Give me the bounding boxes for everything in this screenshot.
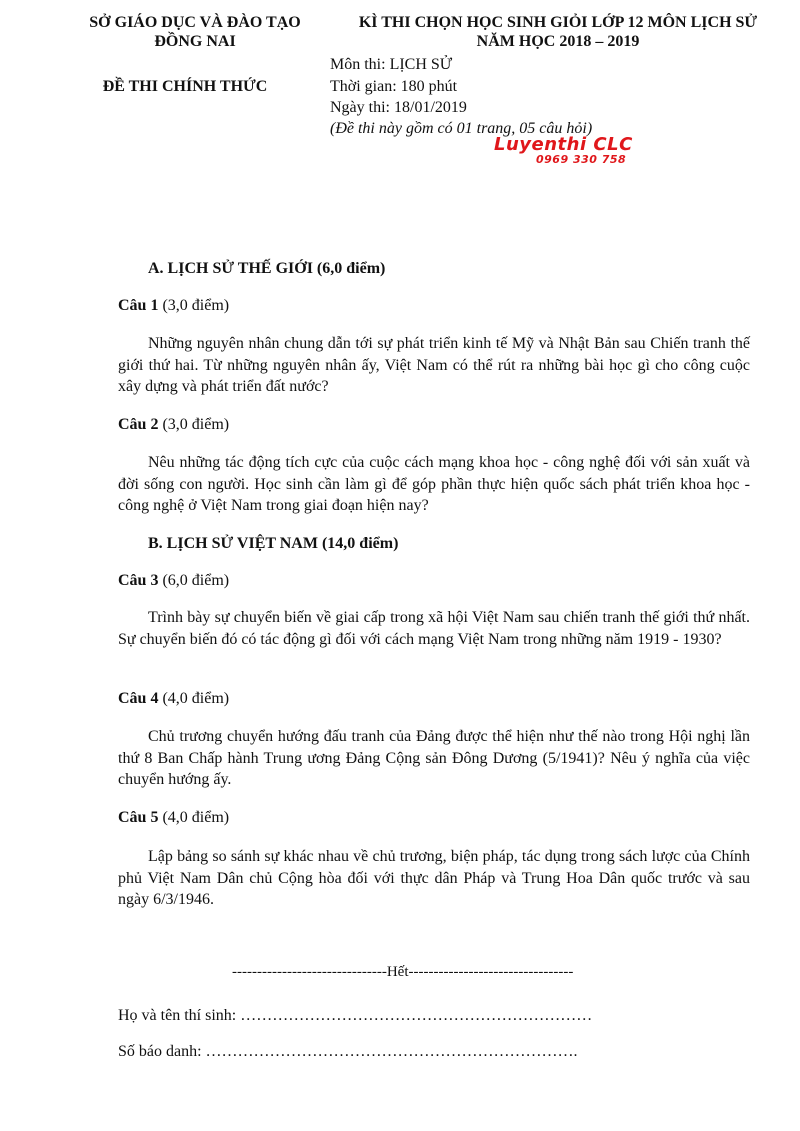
question-2-text: Nêu những tác động tích cực của cuộc cách mạng khoa học - công nghệ đối với sản xuất và đời sống con người. Học sinh cần làm gì để góp phần thực hiện quốc sách phát triển khoa học - công nghệ ở Việt Nam trong giai đoạn hiện nay?	[118, 454, 750, 514]
exam-subject: Môn thi: LỊCH SỬ	[330, 56, 453, 73]
candidate-name-field: Họ và tên thí sinh: …………………………………………………………	[118, 1007, 593, 1024]
question-4-text: Chủ trương chuyển hướng đấu tranh của Đảng được thể hiện như thế nào trong Hội nghị lần thứ 8 Ban Chấp hành Trung ương Đảng Cộng sản Đông Dương (5/1941)? Nêu ý nghĩa của việc chuyển hướng ấy.	[118, 728, 750, 788]
question-1-text: Những nguyên nhân chung dẫn tới sự phát triển kinh tế Mỹ và Nhật Bản sau Chiến tranh thế giới thứ hai. Từ những nguyên nhân ấy, Việt Nam có thể rút ra những bài học gì cho công cuộc xây dựng và phát triển đất nước?	[118, 335, 750, 395]
question-points: (3,0 điểm)	[158, 297, 230, 314]
question-2-heading	[118, 416, 229, 434]
section-a-title: A. LỊCH SỬ THẾ GIỚI (6,0 điểm)	[148, 260, 386, 277]
question-label: Câu 1	[118, 297, 159, 314]
question-label: Câu 2	[118, 416, 159, 433]
exam-title: KÌ THI CHỌN HỌC SINH GIỎI LỚP 12 MÔN LỊCH SỬ	[358, 14, 758, 31]
question-points: (4,0 điểm)	[158, 690, 230, 707]
exam-note: (Đề thi này gồm có 01 trang, 05 câu hỏi)	[330, 120, 593, 137]
question-4-heading	[118, 690, 229, 708]
section-b-title: B. LỊCH SỬ VIỆT NAM (14,0 điểm)	[148, 535, 399, 552]
question-points: (3,0 điểm)	[158, 416, 230, 433]
exam-date: Ngày thi: 18/01/2019	[330, 99, 467, 116]
question-5-text: Lập bảng so sánh sự khác nhau về chủ trương, biện pháp, tác dụng trong sách lược của Chính phủ Việt Nam Dân chủ Cộng hòa đối với thực dân Pháp và Trung Hoa Dân quốc trước và sau ngày 6/3/1946.	[118, 848, 750, 908]
question-3-text: Trình bày sự chuyển biến về giai cấp trong xã hội Việt Nam sau chiến tranh thế giới thứ nhất. Sự chuyển biến đó có tác động gì đối với cách mạng Việt Nam trong những năm 1919 - 1930?	[118, 609, 750, 648]
question-3-heading	[118, 572, 229, 590]
department-name: SỞ GIÁO DỤC VÀ ĐÀO TẠO	[89, 14, 301, 31]
watermark-phone: 0969 330 758	[536, 153, 627, 166]
exam-duration: Thời gian: 180 phút	[330, 78, 458, 95]
end-marker: -------------------------------Hết---------------------------------	[232, 964, 574, 980]
question-label: Câu 4	[118, 690, 159, 707]
question-label: Câu 5	[118, 809, 159, 826]
candidate-id-field: Số báo danh: …………………………………………………………….	[118, 1043, 578, 1060]
question-points: (6,0 điểm)	[158, 572, 230, 589]
question-1-heading	[118, 297, 229, 315]
school-year: NĂM HỌC 2018 – 2019	[476, 33, 640, 50]
question-points: (4,0 điểm)	[158, 809, 230, 826]
province-name: ĐỒNG NAI	[154, 33, 236, 50]
question-5-heading	[118, 809, 229, 827]
watermark-logo: Luyenthi CLC	[494, 134, 633, 155]
question-label: Câu 3	[118, 572, 159, 589]
official-exam-label: ĐỀ THI CHÍNH THỨC	[102, 78, 268, 95]
